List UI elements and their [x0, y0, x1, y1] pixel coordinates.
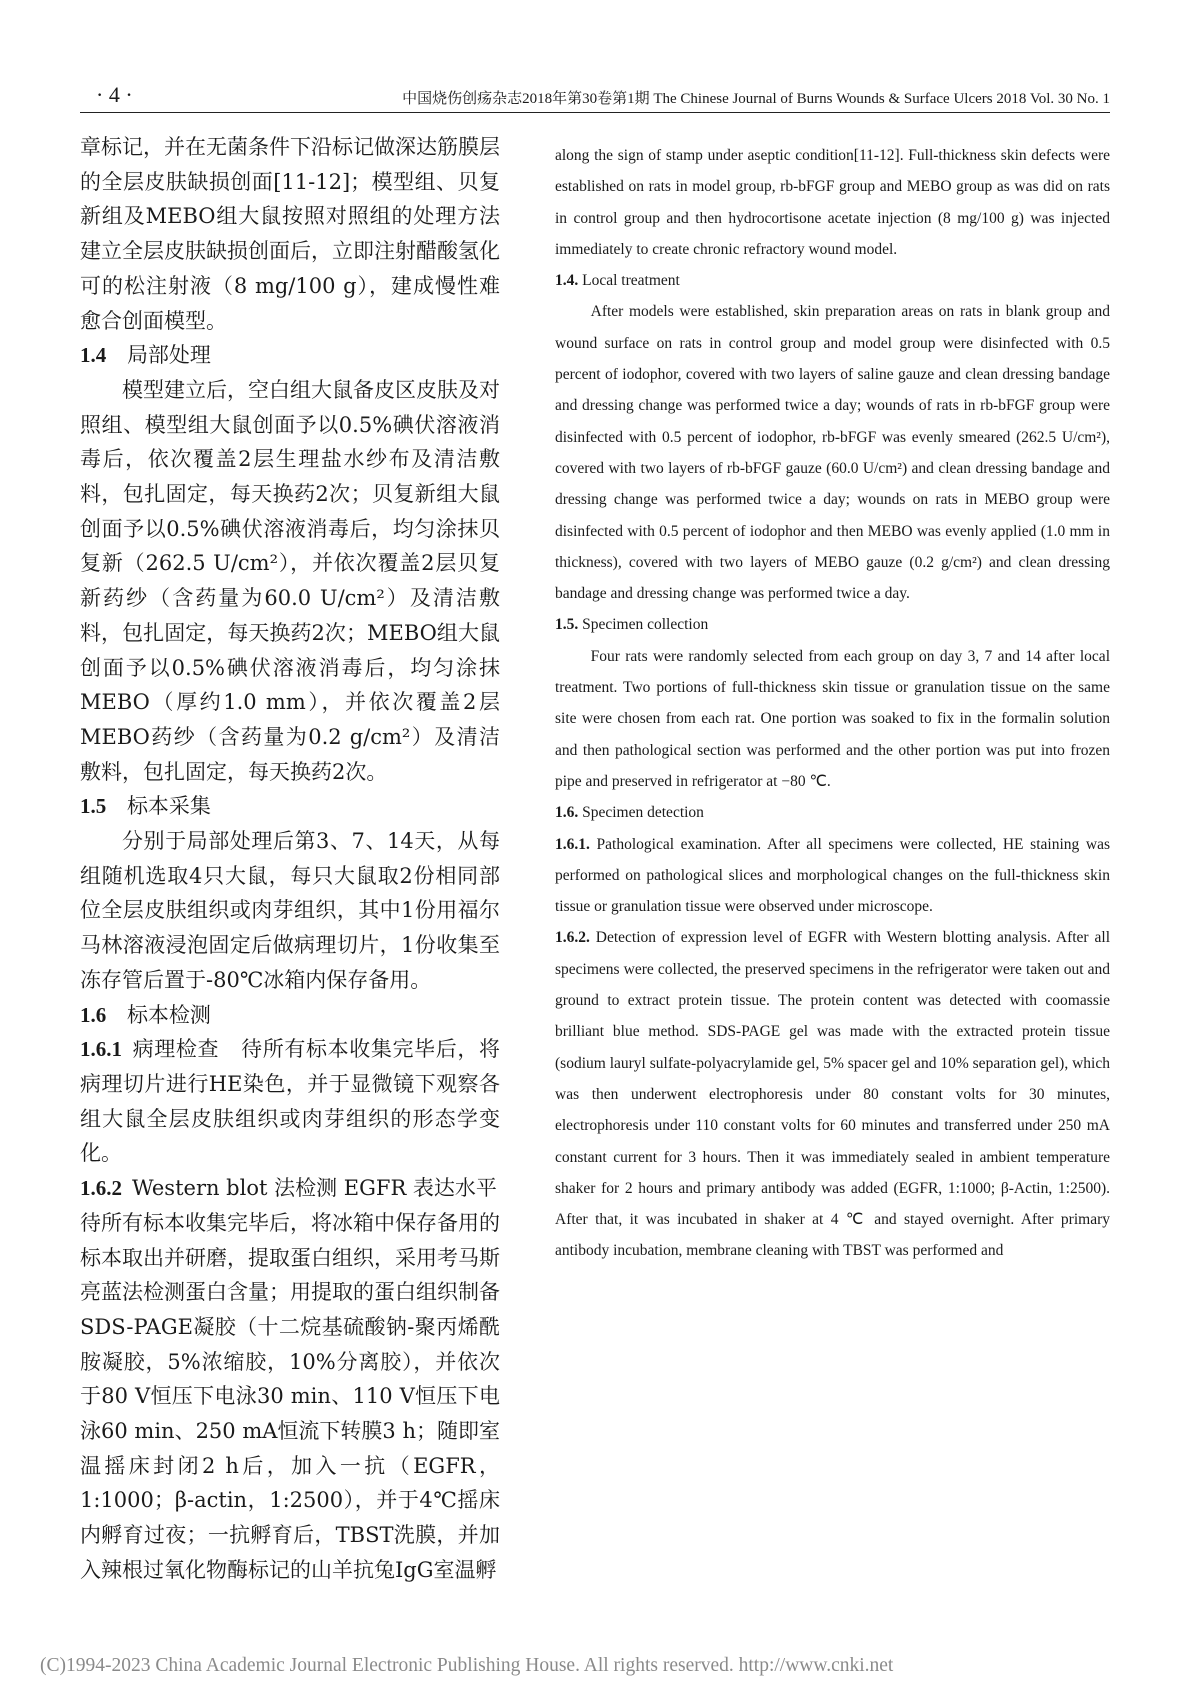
en-paragraph-1-6-2-body: Detection of expression level of EGFR with Western blotting analysis. After all specimens were collected, the preserved specimens in the refrigerator were taken out and ground to extract protein tissue. The protein content was detected with coomassie brilliant blue method. SDS-PAGE gel was made with the extracted protein tissue (sodium lauryl sulfate-polyacrylamide gel, 5% spacer gel and 10% separation gel), which was then underwent electrophoresis under 80 constant volts for 30 minutes, electrophoresis under 110 constant volts for 60 minutes and transferred under 250 mA constant current for 3 hours. Then it was immediately sealed in ambient temperature shaker for 2 hours and primary antibody was added (EGFR, 1:1000; β-Actin, 1:2500). After that, it was incubated in shaker at 4 ℃ and stayed overnight. After primary antibody incubation, membrane cleaning with TBST was performed and	[555, 929, 1110, 1260]
en-paragraph-specimen-collection: Four rats were randomly selected from each group on day 3, 7 and 14 after local treatment. Two portions of full-thickness skin tissue or granulation tissue on the same site were chosen from each rat. One portion was soaked to fix in the formalin solution and then pathological section was performed and the other portion was put into frozen pipe and preserved in refrigerator at −80 ℃.	[555, 647, 1110, 790]
zh-heading-1-6-1-number: 1.6.1	[80, 1037, 122, 1062]
en-paragraph-local-treatment: After models were established, skin preparation areas on rats in blank group and wound surface on rats in control group and model group were disinfected with 0.5 percent of iodophor, covered with two layers of saline gauze and clean dressing bandage and dressing change was performed twice a day; wounds of rats in rb-bFGF group were disinfected with 0.5 percent of iodophor, rb-bFGF was evenly smeared (262.5 U/cm²), covered with two layers of rb-bFGF gauze (60.0 U/cm²) and clean dressing bandage and dressing change was performed twice a day; wounds on rats in MEBO group were disinfected with 0.5 percent of iodophor and then MEBO was evenly applied (1.0 mm in thickness), covered with two layers of MEBO gauze (0.2 g/cm²) and clean dressing bandage and dressing change was performed twice a day.	[555, 303, 1110, 603]
en-heading-1-4-title: Local treatment	[582, 272, 680, 290]
en-heading-1-5-title: Specimen collection	[582, 616, 709, 634]
zh-heading-1-6-2-title: Western blot 法检测 EGFR 表达水平	[132, 1176, 497, 1201]
running-header	[80, 78, 1110, 113]
en-paragraph-model: along the sign of stamp under aseptic condition[11-12]. Full-thickness skin defects were established on rats in model group, rb-bFGF group and MEBO group as was did on rats in control group and then hydrocortisone acetate injection (8 mg/100 g) was injected immediately to create chronic refractory wound model.	[555, 147, 1110, 258]
journal-citation: 中国烧伤创疡杂志2018年第30卷第1期 The Chinese Journal of Burns Wounds & Surface Ulcers 2018 Vol. 30 No. 1	[402, 91, 1110, 107]
page-number: · 4 ·	[96, 82, 133, 107]
en-paragraph-1-6-2	[555, 922, 1110, 1266]
en-heading-1-6-2-number: 1.6.2.	[555, 929, 590, 947]
zh-paragraph-specimen-collection: 分别于局部处理后第3、7、14天，从每组随机选取4只大鼠，每只大鼠取2份相同部位全层皮肤组织或肉芽组织，其中1份用福尔马林溶液浸泡固定后做病理切片，1份收集至冻存管后置于-80℃冰箱内保存备用。	[80, 829, 500, 992]
zh-paragraph-1-6-1	[80, 1032, 500, 1171]
zh-paragraph-1-6-1-body: 待所有标本收集完毕后，将病理切片进行HE染色，并于显微镜下观察各组大鼠全层皮肤组织或肉芽组织的形态学变化。	[80, 1037, 500, 1166]
en-heading-1-5-number: 1.5.	[555, 616, 579, 634]
zh-heading-1-4	[80, 338, 500, 373]
en-heading-1-6	[555, 797, 1110, 828]
zh-heading-1-5	[80, 789, 500, 824]
copyright-footer: (C)1994-2023 China Academic Journal Electronic Publishing House. All rights reserved. http://www.cnki.net	[40, 1655, 894, 1676]
zh-heading-1-6-number: 1.6	[80, 1002, 107, 1027]
en-paragraph-1-6-1	[555, 829, 1110, 923]
zh-heading-1-6-1-title: 病理检查	[132, 1037, 220, 1062]
en-heading-1-6-1-number: 1.6.1.	[555, 835, 590, 853]
zh-heading-1-6-2-number: 1.6.2	[80, 1176, 122, 1201]
en-paragraph-1-6-1-body: Pathological examination. After all specimens were collected, HE staining was performed on pathological slices and morphological changes on the full-thickness skin tissue or granulation tissue were observed under microscope.	[555, 835, 1111, 916]
zh-paragraph-model: 章标记，并在无菌条件下沿标记做深达筋膜层的全层皮肤缺损创面[11-12]；模型组、贝复新组及MEBO组大鼠按照对照组的处理方法建立全层皮肤缺损创面后，立即注射醋酸氢化可的松注射液（8 mg/100 g），建成慢性难愈合创面模型。	[80, 135, 500, 333]
zh-heading-1-5-number: 1.5	[80, 794, 107, 819]
zh-heading-1-4-number: 1.4	[80, 343, 107, 368]
chinese-column	[80, 130, 500, 1588]
zh-paragraph-local-treatment: 模型建立后，空白组大鼠备皮区皮肤及对照组、模型组大鼠创面予以0.5%碘伏溶液消毒后，依次覆盖2层生理盐水纱布及清洁敷料，包扎固定，每天换药2次；贝复新组大鼠创面予以0.5%碘伏溶液消毒后，均匀涂抹贝复新（262.5 U/cm²），并依次覆盖2层贝复新药纱（含药量为60.0 U/cm²）及清洁敷料，包扎固定，每天换药2次；MEBO组大鼠创面予以0.5%碘伏溶液消毒后，均匀涂抹MEBO（厚约1.0 mm），并依次覆盖2层MEBO药纱（含药量为0.2 g/cm²）及清洁敷料，包扎固定，每天换药2次。	[80, 377, 500, 784]
zh-heading-1-6-title: 标本检测	[126, 1002, 211, 1027]
zh-heading-1-5-title: 标本采集	[126, 794, 211, 819]
zh-heading-1-6	[80, 998, 500, 1033]
zh-heading-1-6-2	[80, 1171, 500, 1206]
en-heading-1-6-title: Specimen detection	[582, 804, 704, 822]
english-column	[555, 140, 1110, 1267]
en-heading-1-4	[555, 265, 1110, 296]
zh-heading-1-4-title: 局部处理	[126, 343, 211, 368]
zh-paragraph-1-6-2-body: 待所有标本收集完毕后，将冰箱中保存备用的标本取出并研磨，提取蛋白组织，采用考马斯亮蓝法检测蛋白含量；用提取的蛋白组织制备SDS-PAGE凝胶（十二烷基硫酸钠-聚丙烯酰胺凝胶，5%浓缩胶，10%分离胶），并依次于80 V恒压下电泳30 min、110 V恒压下电泳60 min、250 mA恒流下转膜3 h；随即室温摇床封闭2 h后，加入一抗（EGFR，1:1000；β-actin，1:2500），并于4℃摇床内孵育过夜；一抗孵育后，TBST洗膜，并加入辣根过氧化物酶标记的山羊抗兔IgG室温孵	[80, 1210, 500, 1582]
en-heading-1-5	[555, 609, 1110, 640]
en-heading-1-4-number: 1.4.	[555, 272, 579, 290]
en-heading-1-6-number: 1.6.	[555, 804, 579, 822]
